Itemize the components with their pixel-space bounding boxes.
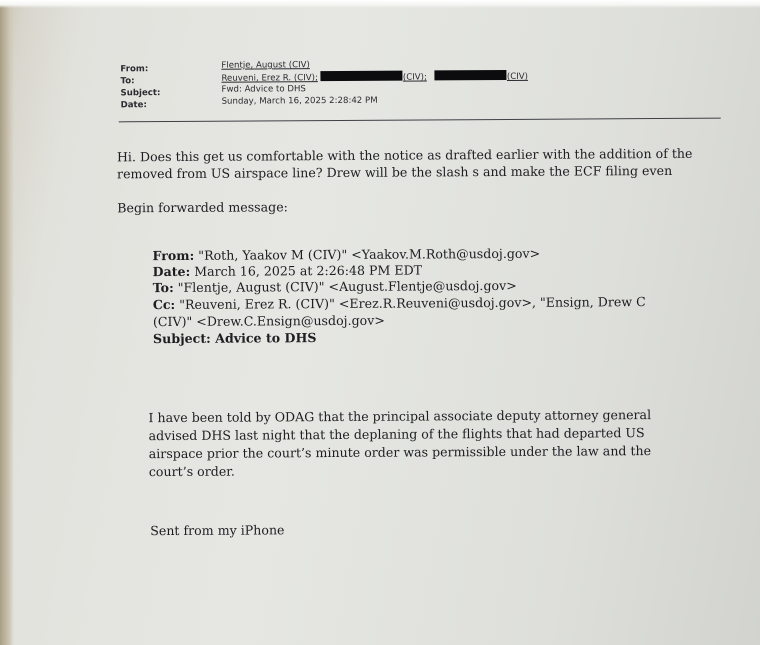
fwd-date-label: Date: xyxy=(152,263,191,280)
fwd-subject-label: Subject: xyxy=(152,330,211,347)
fwd-from-label: From: xyxy=(152,247,195,264)
fwd-from-value: "Roth, Yaakov M (CIV)" <Yaakov.M.Roth@usdoj.gov> xyxy=(194,245,541,263)
from-value[interactable]: Flentje, August (CIV) xyxy=(221,60,310,71)
body-line-2: removed from US airspace line? Drew will be the slash s and make the ECF filing even xyxy=(116,162,673,182)
fwd-from xyxy=(152,246,540,265)
fwd-to-value: "Flentje, August (CIV)" <August.Flentje@usdoj.gov> xyxy=(173,277,517,295)
subject-label: Subject: xyxy=(120,88,161,99)
from-label: From: xyxy=(120,64,149,75)
message-line-3: airspace prior the court’s minute order was permissible under the law and the xyxy=(148,443,652,462)
to-recipient-redacted-2[interactable]: (CIV) xyxy=(506,71,529,82)
fwd-cc-value: "Reuveni, Erez R. (CIV)" <Erez.R.Reuveni@usdoj.gov>, "Ensign, Drew C xyxy=(175,294,646,312)
message-line-4: court’s order. xyxy=(148,463,235,480)
begin-forwarded: Begin forwarded message: xyxy=(117,199,288,216)
body-line-1: Hi. Does this get us comfortable with the notice as drafted earlier with the addition of the xyxy=(116,145,693,165)
to-recipient-redacted-1[interactable]: (CIV); xyxy=(402,72,427,83)
message-line-2: advised DHS last night that the deplaning of the flights that had departed US xyxy=(148,425,645,444)
to-recipient-reuveni[interactable]: Reuveni, Erez R. (CIV); xyxy=(221,73,318,84)
fwd-cc xyxy=(153,294,646,314)
redaction-bar xyxy=(435,70,507,80)
fwd-subject xyxy=(153,330,317,347)
printed-email-page xyxy=(8,1,760,645)
redaction-bar xyxy=(321,71,403,82)
date-label: Date: xyxy=(120,100,147,111)
fwd-subject-value: Advice to DHS xyxy=(210,330,317,346)
signature: Sent from my iPhone xyxy=(150,522,285,539)
fwd-cc-cont: (CIV)" <Drew.C.Ensign@usdoj.gov> xyxy=(152,312,385,330)
to-label: To: xyxy=(120,76,135,87)
header-divider xyxy=(119,118,721,123)
message-line-1: I have been told by ODAG that the principal associate deputy attorney general xyxy=(148,407,652,426)
fwd-to-label: To: xyxy=(152,279,174,296)
date-value: Sunday, March 16, 2025 2:28:42 PM xyxy=(221,95,378,107)
subject-value: Fwd: Advice to DHS xyxy=(221,84,306,95)
fwd-cc-label: Cc: xyxy=(152,296,176,313)
fwd-to xyxy=(153,278,517,297)
fwd-date-value: March 16, 2025 at 2:26:48 PM EDT xyxy=(190,262,423,279)
